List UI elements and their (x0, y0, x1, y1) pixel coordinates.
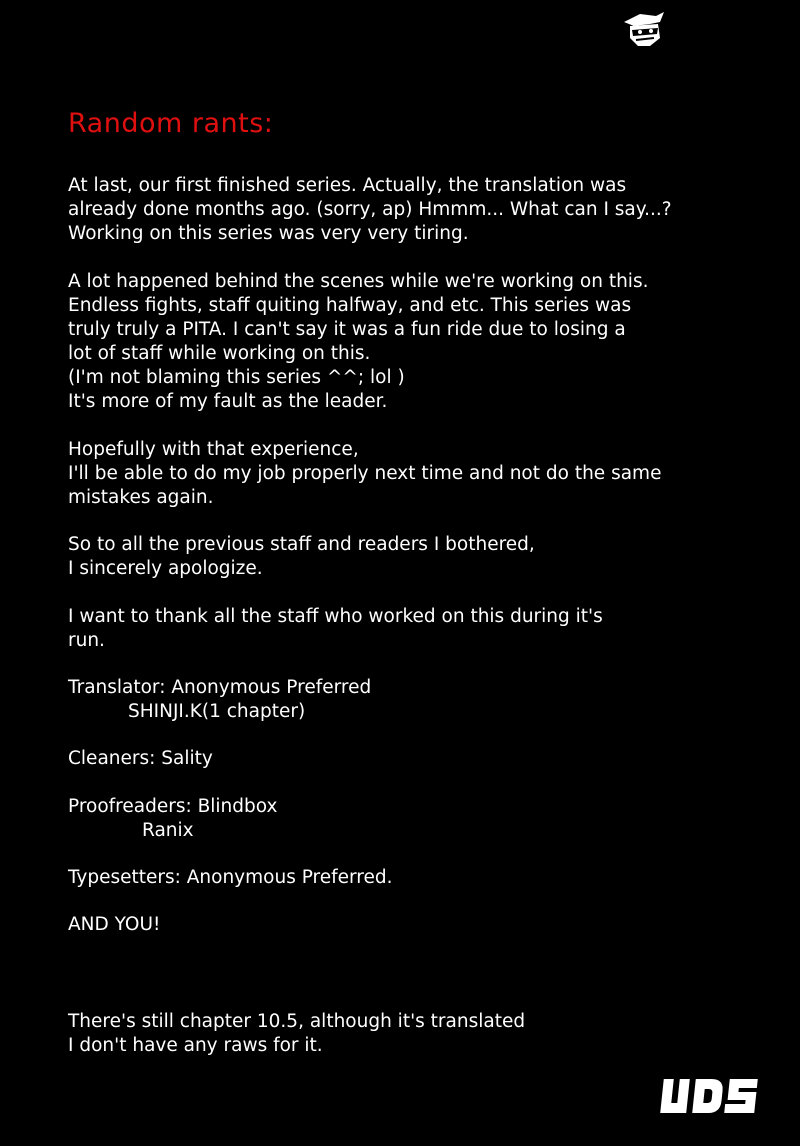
uds-logo (660, 1075, 760, 1115)
page-heading: Random rants: (68, 108, 274, 139)
rant-line: already done months ago. (sorry, ap) Hmmm... What can I say...? (68, 199, 672, 220)
rant-line: I want to thank all the staff who worked on this during it's (68, 606, 603, 627)
rant-line: At last, our first finished series. Actually, the translation was (68, 175, 627, 196)
footer-line: I don't have any raws for it. (68, 1035, 323, 1056)
rant-line: Hopefully with that experience, (68, 439, 359, 460)
ninja-mascot-icon (620, 10, 668, 50)
credit-proofreaders: Proofreaders: Blindbox (68, 796, 278, 817)
credit-and-you: AND YOU! (68, 914, 161, 935)
footer-line: There's still chapter 10.5, although it's translated (68, 1011, 526, 1032)
rant-line: Working on this series was very very tiring. (68, 223, 469, 244)
rant-line: I sincerely apologize. (68, 558, 263, 579)
credit-translator-extra: SHINJI.K(1 chapter) (128, 701, 306, 722)
rant-line: (I'm not blaming this series ^^; lol ) (68, 367, 405, 388)
credit-proofreaders-extra: Ranix (142, 820, 194, 841)
rant-line: Endless fights, staff quiting halfway, and etc. This series was (68, 295, 632, 316)
rant-line: A lot happened behind the scenes while we're working on this. (68, 271, 649, 292)
credit-typesetters: Typesetters: Anonymous Preferred. (68, 867, 393, 888)
credit-translator: Translator: Anonymous Preferred (68, 677, 372, 698)
credit-cleaners: Cleaners: Sality (68, 748, 213, 769)
rant-line: truly truly a PITA. I can't say it was a fun ride due to losing a (68, 319, 626, 340)
rant-line: run. (68, 630, 105, 651)
rant-line: mistakes again. (68, 487, 214, 508)
rant-line: I'll be able to do my job properly next time and not do the same (68, 463, 662, 484)
rant-line: So to all the previous staff and readers I bothered, (68, 534, 535, 555)
rant-line: It's more of my fault as the leader. (68, 391, 388, 412)
rant-line: lot of staff while working on this. (68, 343, 371, 364)
